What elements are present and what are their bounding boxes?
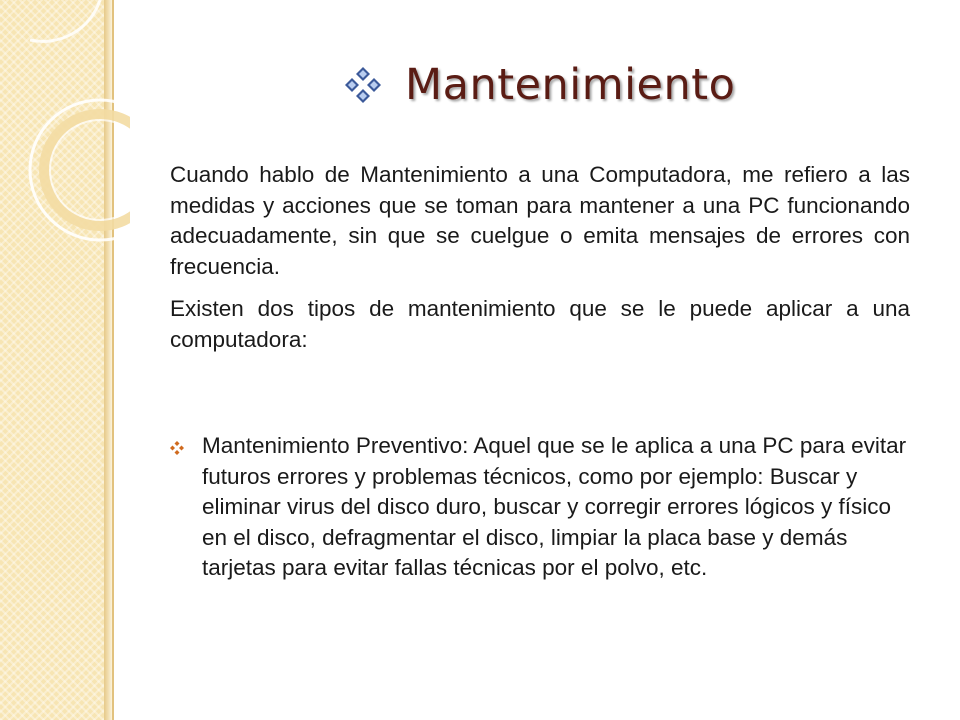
decorative-circles [0, 0, 130, 300]
paragraph-types: Existen dos tipos de mantenimiento que se le puede aplicar a una computadora: [170, 296, 910, 352]
slide-body [170, 160, 910, 355]
bullet-text: Mantenimiento Preventivo: Aquel que se le aplica a una PC para evitar futuros errores y problemas técnicos, como por ejemplo: Buscar y eliminar virus del disco duro, buscar y corregir errores lógicos y físico en el disco, defragmentar el disco, limpiar la placa base y demás tarjetas para evitar fallas técnicas por el polvo, etc. [202, 433, 907, 580]
bullet-item-preventive [170, 431, 910, 584]
slide-title [343, 60, 735, 110]
four-diamond-bullet-icon [170, 441, 184, 455]
four-diamond-bullet-icon [343, 65, 383, 105]
paragraph-intro: Cuando hablo de Mantenimiento a una Computadora, me refiero a las medidas y acciones que se toman para mantener a una PC funcionando adecuadamente, sin que se cuelgue o emita mensajes de errores con frecuencia. [170, 162, 910, 279]
title-text: Mantenimiento [405, 60, 736, 110]
